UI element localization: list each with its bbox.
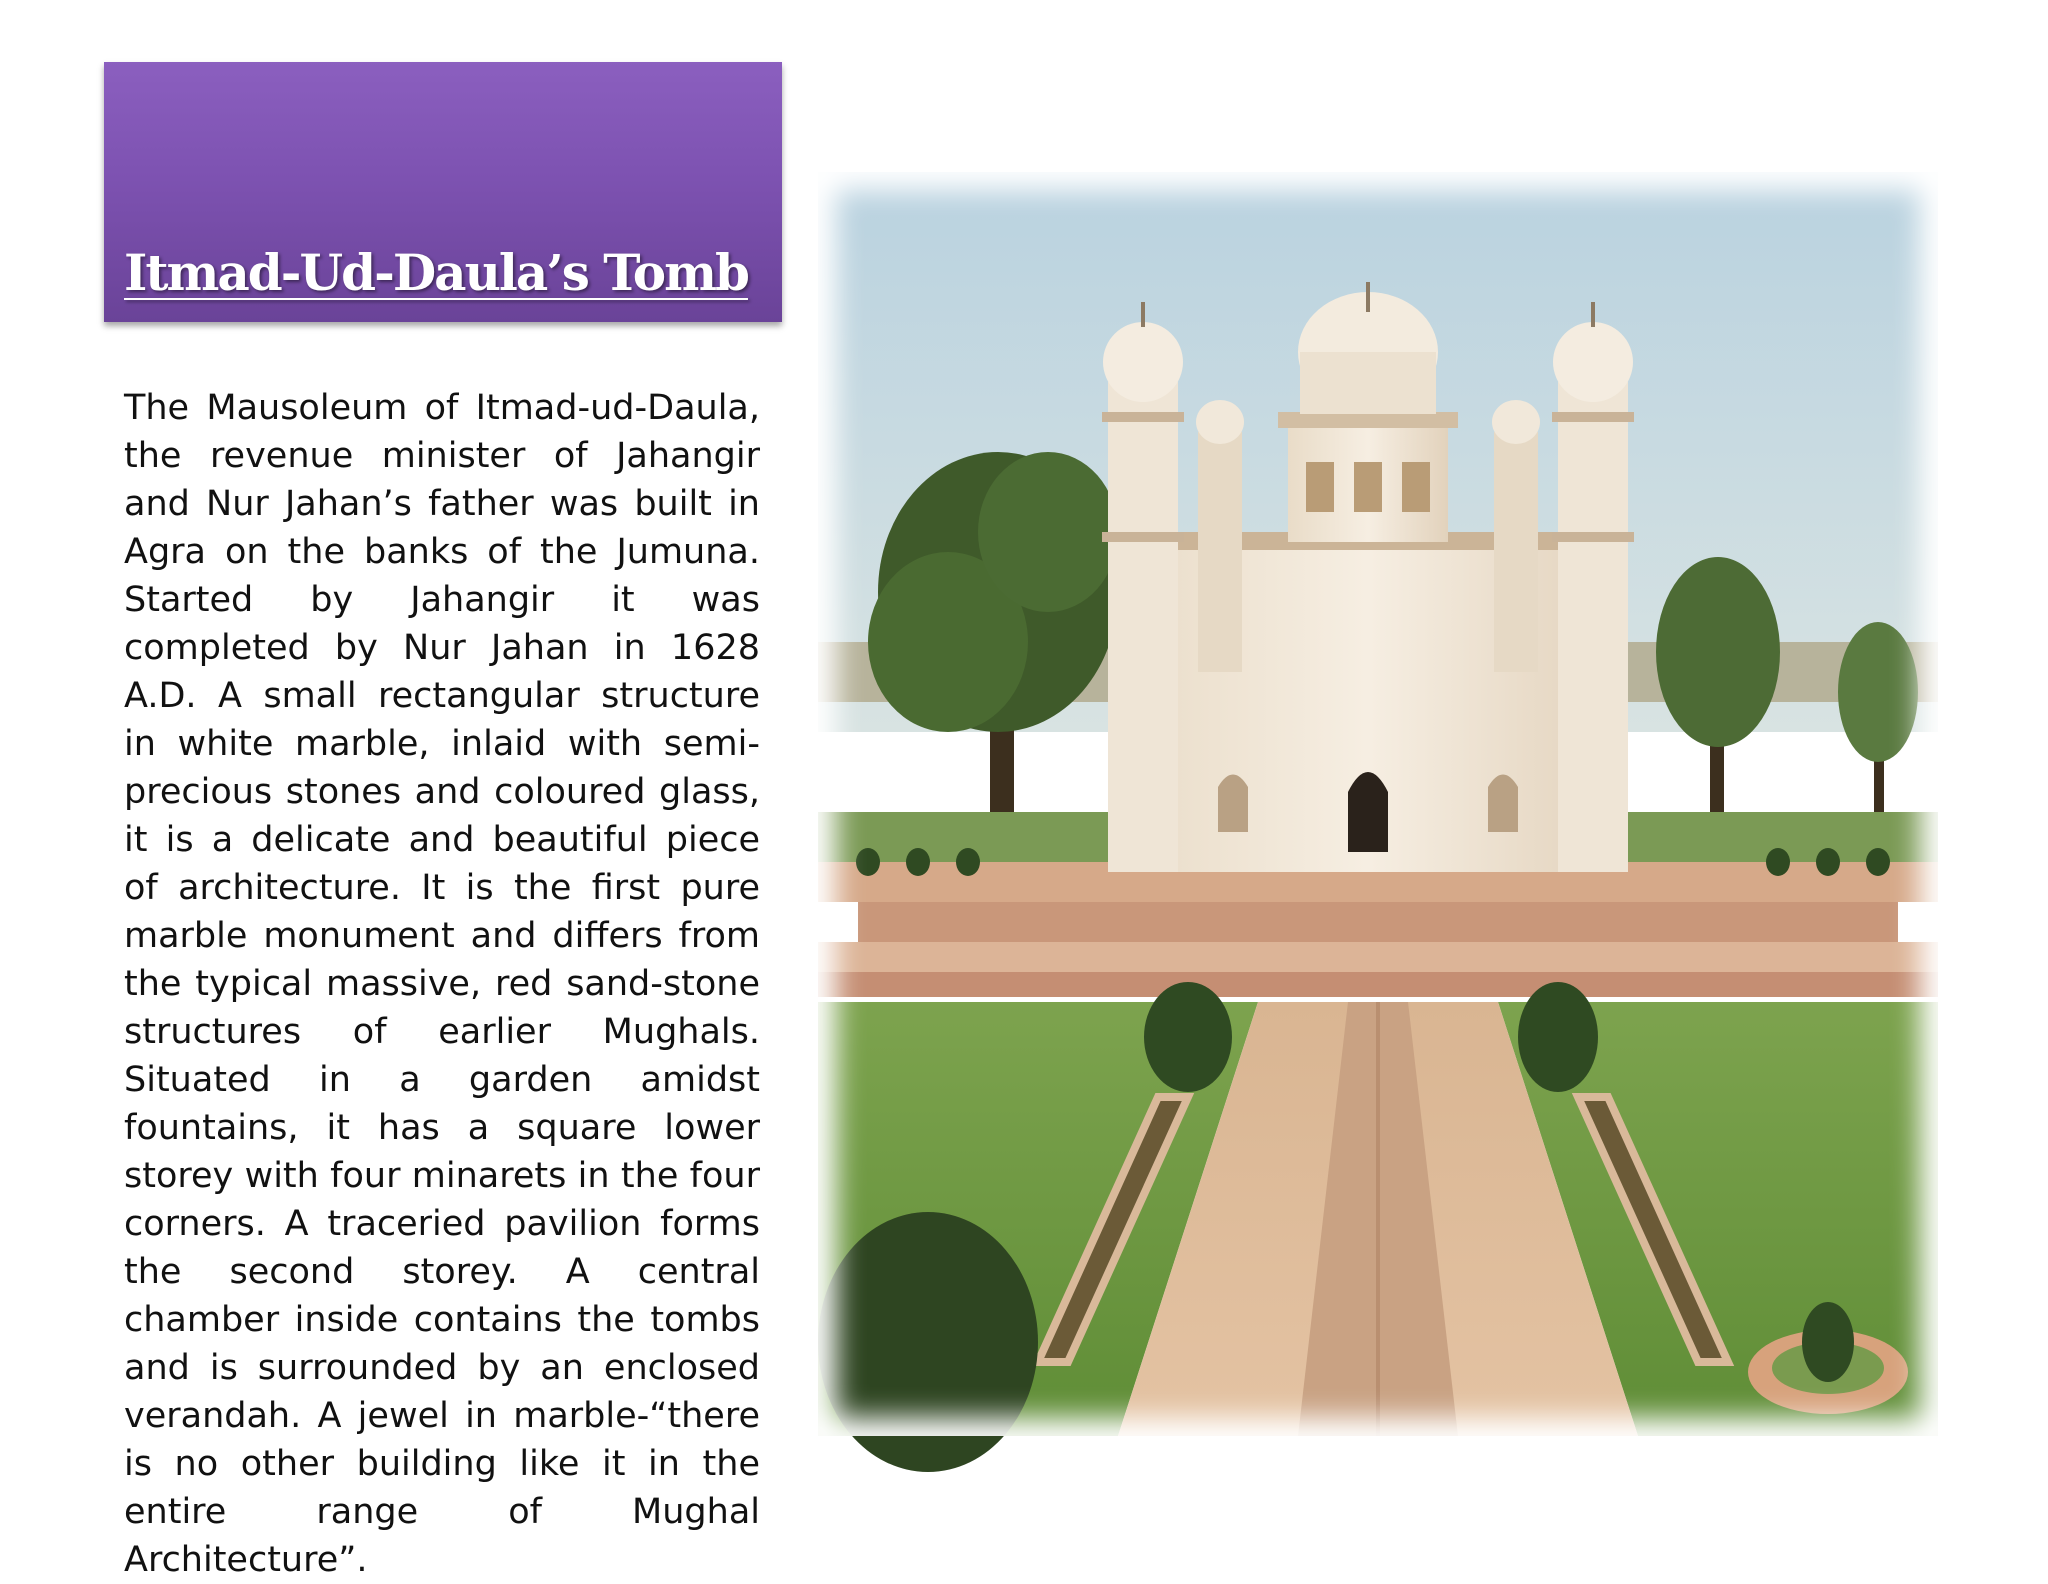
title-banner	[104, 62, 782, 322]
tomb-photo-illustration	[818, 172, 1938, 1436]
body-paragraph: The Mausoleum of Itmad-ud-Daula, the revenue minister of Jahangir and Nur Jahan’s father was built in Agra on the banks of the Jumuna. Started by Jahangir it was completed by Nur Jahan in 1628 A.D. A small rectangular structure in white marble, inlaid with semi-precious stones and coloured glass, it is a delicate and beautiful piece of architecture. It is the first pure marble monument and differs from the typical massive, red sand-stone structures of earlier Mughals. Situated in a garden amidst fountains, it has a square lower storey with four minarets in the four corners. A traceried pavilion forms the second storey. A central chamber inside contains the tombs and is surrounded by an enclosed verandah. A jewel in marble-“there is no other building like it in the entire range of Mughal Architecture”.	[124, 388, 760, 1580]
slide-title: Itmad-Ud-Daula’s Tomb	[124, 243, 748, 302]
tomb-photo	[818, 172, 1938, 1436]
